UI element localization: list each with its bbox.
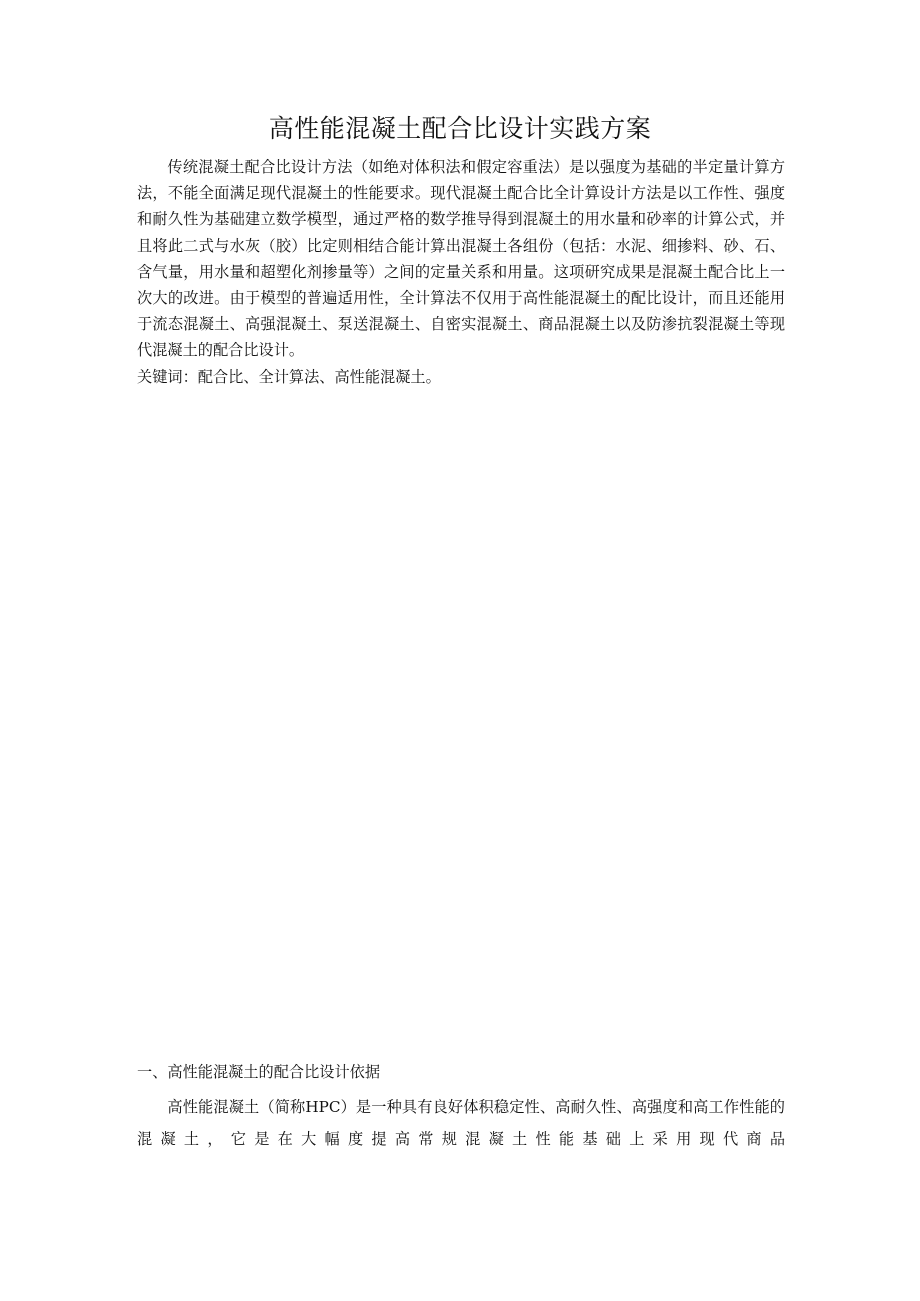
section-heading: 一、高性能混凝土的配合比设计依据 bbox=[137, 1063, 380, 1081]
section-1 bbox=[137, 1058, 785, 1155]
keywords-line: 关键词：配合比、全计算法、高性能混凝土。 bbox=[137, 367, 441, 386]
document-title: 高性能混凝土配合比设计实践方案 bbox=[268, 114, 652, 143]
section-paragraph: 高性能混凝土（简称HPC）是一种具有良好体积稳定性、高耐久性、高强度和高工作性能的混凝土，它是在大幅度提高常规混凝土性能基础上采用现代商品 bbox=[137, 1098, 785, 1148]
abstract-block bbox=[137, 154, 785, 390]
abstract-paragraph: 传统混凝土配合比设计方法（如绝对体积法和假定容重法）是以强度为基础的半定量计算方法，不能全面满足现代混凝土的性能要求。现代混凝土配合比全计算设计方法是以工作性、强度和耐久性为基础建立数学模型，通过严格的数学推导得到混凝土的用水量和砂率的计算公式，并且将此二式与水灰（胶）比定则相结合能计算出混凝土各组份（包括：水泥、细掺料、砂、石、含气量，用水量和超塑化剂掺量等）之间的定量关系和用量。这项研究成果是混凝土配合比上一次大的改进。由于模型的普遍适用性，全计算法不仅用于高性能混凝土的配比设计，而且还能用于流态混凝土、高强混凝土、泵送混凝土、自密实混凝土、商品混凝土以及防渗抗裂混凝土等现代混凝土的配合比设计。 bbox=[137, 158, 785, 360]
